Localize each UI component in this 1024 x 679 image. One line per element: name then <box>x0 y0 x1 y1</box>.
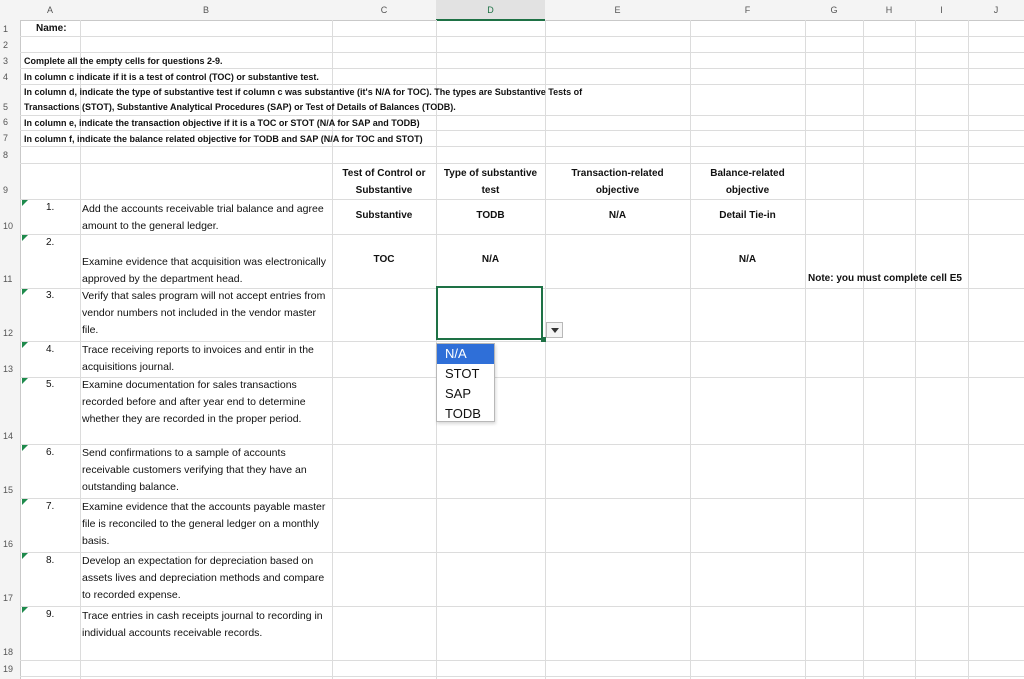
question-text[interactable]: Trace receiving reports to invoices and entir in the acquisitions journal. <box>82 344 314 373</box>
gridline <box>20 606 1024 607</box>
answer-test-type[interactable]: Substantive <box>355 210 413 221</box>
gridline <box>20 676 1024 677</box>
row-header[interactable]: 10 <box>3 221 14 231</box>
row-header[interactable]: 3 <box>3 56 9 66</box>
row-header[interactable]: 1 <box>3 24 9 34</box>
column-header-c[interactable]: C <box>380 5 388 15</box>
row-header[interactable]: 13 <box>3 364 14 374</box>
error-indicator-icon[interactable] <box>22 553 28 559</box>
header-line: Balance-related <box>710 168 785 179</box>
header-test-type[interactable] <box>332 165 436 199</box>
header-transaction-objective[interactable] <box>545 165 690 199</box>
column-header-e[interactable]: E <box>614 5 621 15</box>
row-header[interactable]: 6 <box>3 117 9 127</box>
gridline <box>20 68 1024 69</box>
row-header[interactable]: 2 <box>3 40 9 50</box>
column-header-f[interactable]: F <box>744 5 751 15</box>
gridline <box>20 115 1024 116</box>
instruction-line[interactable]: In column f, indicate the balance related objective for TODB and SAP (N/A for TOC and STOT) <box>24 134 423 144</box>
gridline <box>805 20 806 679</box>
error-indicator-icon[interactable] <box>22 607 28 613</box>
column-header-d[interactable]: D <box>436 0 545 21</box>
row-header[interactable]: 7 <box>3 133 9 143</box>
name-label[interactable]: Name: <box>36 23 67 34</box>
error-indicator-icon[interactable] <box>22 289 28 295</box>
question-text[interactable]: Add the accounts receivable trial balance and agree amount to the general ledger. <box>82 203 324 232</box>
column-header-bar <box>0 0 1024 21</box>
gridline <box>915 20 916 679</box>
header-line: Substantive <box>355 185 413 196</box>
answer-balance-objective[interactable]: N/A <box>738 254 757 265</box>
row-header-bar <box>0 20 21 679</box>
row-header[interactable]: 19 <box>3 664 14 674</box>
gridline <box>20 36 1024 37</box>
question-text[interactable]: Examine evidence that the accounts payable master file is reconciled to the general ledger on a monthly basis. <box>82 501 326 547</box>
question-number[interactable]: 5. <box>46 379 55 390</box>
question-number[interactable]: 8. <box>46 555 55 566</box>
row-header[interactable]: 17 <box>3 593 14 603</box>
header-line: test <box>481 185 500 196</box>
question-text[interactable]: Trace entries in cash receipts journal to recording in individual accounts receivable records. <box>82 610 323 639</box>
gridline <box>545 20 546 679</box>
question-number[interactable]: 2. <box>46 237 55 248</box>
gridline <box>20 163 1024 164</box>
row-header[interactable]: 8 <box>3 150 9 160</box>
header-line: Type of substantive <box>443 168 538 179</box>
answer-substantive-type[interactable]: N/A <box>481 254 500 265</box>
answer-substantive-type[interactable]: TODB <box>476 210 505 221</box>
instruction-line[interactable]: In column d, indicate the type of substantive test if column c was substantive (it's N/A for TOC). The types are Substantive Tests of <box>24 87 583 97</box>
question-number[interactable]: 6. <box>46 447 55 458</box>
answer-test-type[interactable]: TOC <box>373 254 395 265</box>
question-text[interactable]: Send confirmations to a sample of accounts receivable customers verifying that they have an outstanding balance. <box>82 447 307 493</box>
error-indicator-icon[interactable] <box>22 342 28 348</box>
instruction-line[interactable]: Transactions (STOT), Substantive Analytical Procedures (SAP) or Test of Details of Balances (TODB). <box>24 102 456 112</box>
header-line: Test of Control or <box>342 168 426 179</box>
question-number[interactable]: 4. <box>46 344 55 355</box>
header-line: Transaction-related <box>571 168 664 179</box>
answer-transaction-objective[interactable]: N/A <box>608 210 627 221</box>
error-indicator-icon[interactable] <box>22 445 28 451</box>
error-indicator-icon[interactable] <box>22 378 28 384</box>
header-substantive-type[interactable] <box>436 165 545 199</box>
error-indicator-icon[interactable] <box>22 235 28 241</box>
column-header-b[interactable]: B <box>202 5 209 15</box>
column-header-g[interactable]: G <box>830 5 838 15</box>
row-header[interactable]: 12 <box>3 328 14 338</box>
active-cell[interactable] <box>436 286 543 340</box>
row-header[interactable]: 14 <box>3 431 14 441</box>
question-text[interactable]: Examine evidence that acquisition was electronically approved by the department head. <box>82 256 326 285</box>
column-header-i[interactable]: I <box>940 5 943 15</box>
dropdown-option-na[interactable]: N/A <box>437 344 494 364</box>
question-number[interactable]: 3. <box>46 290 55 301</box>
instruction-line[interactable]: In column c indicate if it is a test of control (TOC) or substantive test. <box>24 72 319 82</box>
note-text[interactable]: Note: you must complete cell E5 <box>808 273 962 284</box>
gridline <box>863 20 864 679</box>
dropdown-option-todb[interactable]: TODB <box>445 406 481 421</box>
dropdown-option-stot[interactable]: STOT <box>445 366 480 381</box>
question-number[interactable]: 7. <box>46 501 55 512</box>
gridline <box>20 146 1024 147</box>
dropdown-option-sap[interactable]: SAP <box>445 386 472 401</box>
gridline <box>690 20 691 679</box>
column-header-a[interactable]: A <box>46 5 53 15</box>
row-header[interactable]: 5 <box>3 102 9 112</box>
gridline <box>20 84 1024 85</box>
question-number[interactable]: 1. <box>46 202 55 213</box>
column-header-h[interactable]: H <box>885 5 893 15</box>
instruction-line[interactable]: Complete all the empty cells for questions 2-9. <box>24 56 223 66</box>
row-header[interactable]: 15 <box>3 485 14 495</box>
question-text[interactable]: Verify that sales program will not accept entries from vendor numbers not included in the vendor master file. <box>82 290 326 336</box>
header-balance-objective[interactable] <box>690 165 805 199</box>
row-header[interactable]: 16 <box>3 539 14 549</box>
instruction-line[interactable]: In column e, indicate the transaction objective if it is a TOC or STOT (N/A for SAP and TODB) <box>24 118 420 128</box>
header-line: objective <box>725 185 770 196</box>
row-header[interactable]: 18 <box>3 647 14 657</box>
column-header-j[interactable]: J <box>993 5 999 15</box>
row-header[interactable]: 11 <box>3 274 13 284</box>
answer-balance-objective[interactable]: Detail Tie-in <box>719 210 776 221</box>
question-text[interactable]: Examine documentation for sales transactions recorded before and after year end to determine whether they are recorded in the proper period. <box>82 379 306 425</box>
question-number[interactable]: 9. <box>46 609 55 620</box>
gridline <box>20 130 1024 131</box>
error-indicator-icon[interactable] <box>22 499 28 505</box>
gridline <box>20 660 1024 661</box>
row-header[interactable]: 4 <box>3 72 9 82</box>
error-indicator-icon[interactable] <box>22 200 28 206</box>
dropdown-arrow-icon[interactable] <box>546 322 563 338</box>
gridline <box>20 199 1024 200</box>
gridline <box>20 52 1024 53</box>
header-line: objective <box>595 185 640 196</box>
row-header[interactable]: 9 <box>3 185 9 195</box>
validation-dropdown-list <box>436 343 495 422</box>
gridline <box>968 20 969 679</box>
question-text[interactable]: Develop an expectation for depreciation based on assets lives and depreciation methods and compare to recorded expense. <box>82 555 325 601</box>
